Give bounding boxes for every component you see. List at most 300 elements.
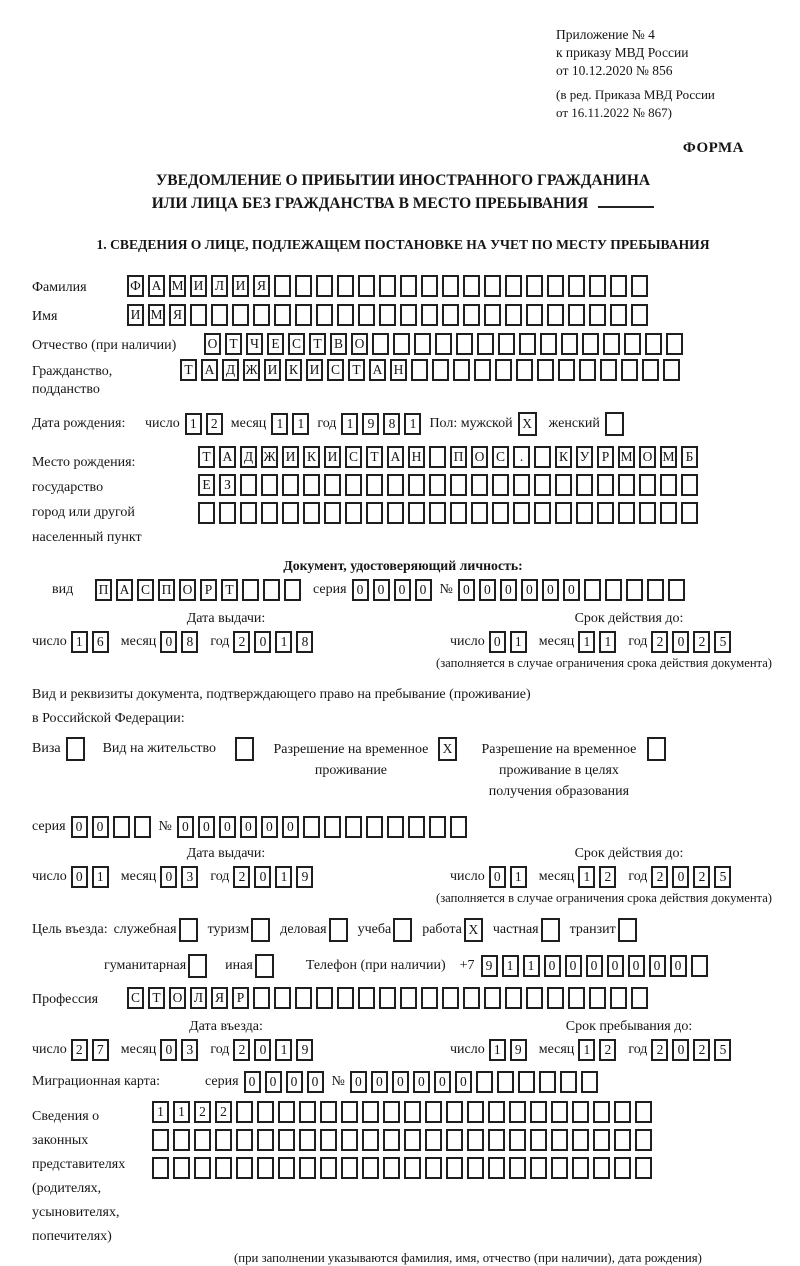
char-cell[interactable] (647, 579, 664, 601)
char-cell[interactable] (324, 816, 341, 838)
char-cell[interactable] (513, 502, 530, 524)
char-cell[interactable]: К (303, 446, 320, 468)
char-cell[interactable]: У (576, 446, 593, 468)
char-cell[interactable]: 1 (275, 1039, 292, 1061)
char-cell[interactable]: Л (190, 987, 207, 1009)
char-cell[interactable] (320, 1101, 337, 1123)
char-cell[interactable]: 2 (651, 631, 668, 653)
char-cell[interactable]: 0 (489, 866, 506, 888)
char-cell[interactable]: И (282, 446, 299, 468)
char-cell[interactable]: 1 (578, 631, 595, 653)
char-cell[interactable] (316, 275, 333, 297)
char-cell[interactable] (411, 359, 428, 381)
char-cell[interactable] (379, 304, 396, 326)
char-cell[interactable]: 3 (181, 1039, 198, 1061)
char-cell[interactable] (284, 579, 301, 601)
char-cell[interactable] (471, 502, 488, 524)
char-cell[interactable] (488, 1129, 505, 1151)
char-cell[interactable] (579, 359, 596, 381)
char-cell[interactable]: 0 (542, 579, 559, 601)
char-cell[interactable]: А (387, 446, 404, 468)
char-cell[interactable] (666, 333, 683, 355)
char-cell[interactable]: . (513, 446, 530, 468)
char-cell[interactable]: 1 (92, 866, 109, 888)
char-cell[interactable] (372, 333, 389, 355)
char-cell[interactable] (530, 1157, 547, 1179)
char-cell[interactable] (442, 275, 459, 297)
char-cell[interactable]: З (219, 474, 236, 496)
char-cell[interactable] (576, 474, 593, 496)
char-cell[interactable] (551, 1157, 568, 1179)
char-cell[interactable] (278, 1101, 295, 1123)
char-cell[interactable]: Т (225, 333, 242, 355)
char-cell[interactable] (463, 987, 480, 1009)
char-cell[interactable]: 0 (565, 955, 582, 977)
char-cell[interactable] (572, 1157, 589, 1179)
char-cell[interactable] (425, 1129, 442, 1151)
char-cell[interactable] (408, 502, 425, 524)
char-cell[interactable]: О (179, 579, 196, 601)
char-cell[interactable] (173, 1129, 190, 1151)
char-cell[interactable]: 2 (233, 866, 250, 888)
char-cell[interactable]: А (201, 359, 218, 381)
char-cell[interactable]: 8 (383, 413, 400, 435)
char-cell[interactable]: А (369, 359, 386, 381)
char-cell[interactable]: Т (148, 987, 165, 1009)
char-cell[interactable]: 0 (458, 579, 475, 601)
char-cell[interactable]: Р (200, 579, 217, 601)
char-cell[interactable] (597, 474, 614, 496)
char-cell[interactable] (446, 1157, 463, 1179)
char-cell[interactable]: 1 (275, 866, 292, 888)
char-cell[interactable] (555, 502, 572, 524)
char-cell[interactable]: 2 (71, 1039, 88, 1061)
char-cell[interactable]: 1 (173, 1101, 190, 1123)
char-cell[interactable] (341, 1129, 358, 1151)
char-cell[interactable] (240, 502, 257, 524)
char-cell[interactable] (610, 304, 627, 326)
char-cell[interactable] (215, 1129, 232, 1151)
char-cell[interactable]: 1 (578, 1039, 595, 1061)
char-cell[interactable] (299, 1101, 316, 1123)
char-cell[interactable] (593, 1157, 610, 1179)
char-cell[interactable]: 0 (672, 631, 689, 653)
char-cell[interactable]: 2 (693, 866, 710, 888)
char-cell[interactable]: 2 (599, 866, 616, 888)
char-cell[interactable]: 0 (371, 1071, 388, 1093)
char-cell[interactable] (435, 333, 452, 355)
char-cell[interactable] (518, 1071, 535, 1093)
char-cell[interactable] (113, 816, 130, 838)
char-cell[interactable] (341, 1101, 358, 1123)
char-cell[interactable]: Е (267, 333, 284, 355)
char-cell[interactable]: 5 (714, 631, 731, 653)
char-cell[interactable] (631, 304, 648, 326)
char-cell[interactable] (547, 987, 564, 1009)
char-cell[interactable] (179, 918, 198, 942)
char-cell[interactable]: 0 (500, 579, 517, 601)
char-cell[interactable]: 1 (271, 413, 288, 435)
char-cell[interactable] (614, 1129, 631, 1151)
char-cell[interactable] (537, 359, 554, 381)
char-cell[interactable]: 1 (489, 1039, 506, 1061)
char-cell[interactable]: 2 (233, 631, 250, 653)
char-cell[interactable] (421, 987, 438, 1009)
char-cell[interactable]: А (219, 446, 236, 468)
char-cell[interactable] (295, 987, 312, 1009)
char-cell[interactable]: 2 (206, 413, 223, 435)
char-cell[interactable] (190, 304, 207, 326)
char-cell[interactable] (236, 1101, 253, 1123)
char-cell[interactable] (593, 1129, 610, 1151)
char-cell[interactable] (635, 1101, 652, 1123)
char-cell[interactable]: 0 (586, 955, 603, 977)
char-cell[interactable] (408, 474, 425, 496)
char-cell[interactable] (303, 474, 320, 496)
char-cell[interactable] (282, 474, 299, 496)
char-cell[interactable] (236, 1129, 253, 1151)
char-cell[interactable] (329, 918, 348, 942)
char-cell[interactable] (456, 333, 473, 355)
char-cell[interactable]: М (169, 275, 186, 297)
char-cell[interactable]: 0 (160, 1039, 177, 1061)
char-cell[interactable] (429, 502, 446, 524)
char-cell[interactable]: 0 (649, 955, 666, 977)
char-cell[interactable] (295, 275, 312, 297)
char-cell[interactable] (631, 987, 648, 1009)
char-cell[interactable]: 2 (599, 1039, 616, 1061)
char-cell[interactable]: С (288, 333, 305, 355)
char-cell[interactable] (453, 359, 470, 381)
char-cell[interactable]: X (518, 412, 537, 436)
char-cell[interactable] (432, 359, 449, 381)
char-cell[interactable] (358, 304, 375, 326)
char-cell[interactable] (450, 474, 467, 496)
char-cell[interactable]: 0 (607, 955, 624, 977)
char-cell[interactable]: 1 (523, 955, 540, 977)
char-cell[interactable]: 0 (352, 579, 369, 601)
char-cell[interactable] (257, 1129, 274, 1151)
char-cell[interactable] (236, 1157, 253, 1179)
char-cell[interactable] (621, 359, 638, 381)
char-cell[interactable]: О (204, 333, 221, 355)
char-cell[interactable] (379, 275, 396, 297)
char-cell[interactable]: Я (169, 304, 186, 326)
char-cell[interactable] (639, 502, 656, 524)
char-cell[interactable] (492, 502, 509, 524)
char-cell[interactable] (513, 474, 530, 496)
char-cell[interactable]: Т (221, 579, 238, 601)
char-cell[interactable] (400, 987, 417, 1009)
char-cell[interactable]: Ж (261, 446, 278, 468)
char-cell[interactable] (505, 304, 522, 326)
char-cell[interactable]: 0 (254, 1039, 271, 1061)
char-cell[interactable]: 0 (544, 955, 561, 977)
char-cell[interactable] (534, 502, 551, 524)
char-cell[interactable]: 1 (152, 1101, 169, 1123)
char-cell[interactable] (194, 1129, 211, 1151)
char-cell[interactable] (366, 474, 383, 496)
char-cell[interactable] (509, 1157, 526, 1179)
char-cell[interactable] (581, 1071, 598, 1093)
char-cell[interactable] (253, 304, 270, 326)
char-cell[interactable] (547, 275, 564, 297)
char-cell[interactable]: 2 (651, 866, 668, 888)
char-cell[interactable]: Л (211, 275, 228, 297)
char-cell[interactable] (299, 1129, 316, 1151)
char-cell[interactable] (188, 954, 207, 978)
char-cell[interactable] (589, 304, 606, 326)
char-cell[interactable]: 0 (286, 1071, 303, 1093)
char-cell[interactable]: 0 (71, 816, 88, 838)
char-cell[interactable] (387, 816, 404, 838)
char-cell[interactable] (541, 918, 560, 942)
char-cell[interactable] (379, 987, 396, 1009)
char-cell[interactable] (558, 359, 575, 381)
char-cell[interactable]: О (169, 987, 186, 1009)
char-cell[interactable]: 0 (177, 816, 194, 838)
char-cell[interactable] (474, 359, 491, 381)
char-cell[interactable]: 0 (240, 816, 257, 838)
char-cell[interactable]: 1 (599, 631, 616, 653)
char-cell[interactable]: С (327, 359, 344, 381)
char-cell[interactable]: Р (232, 987, 249, 1009)
char-cell[interactable]: Т (366, 446, 383, 468)
char-cell[interactable]: О (351, 333, 368, 355)
char-cell[interactable] (519, 333, 536, 355)
char-cell[interactable] (316, 304, 333, 326)
char-cell[interactable]: Ф (127, 275, 144, 297)
char-cell[interactable] (467, 1157, 484, 1179)
char-cell[interactable]: 0 (254, 866, 271, 888)
char-cell[interactable]: 2 (194, 1101, 211, 1123)
char-cell[interactable] (635, 1129, 652, 1151)
char-cell[interactable]: 2 (233, 1039, 250, 1061)
char-cell[interactable] (582, 333, 599, 355)
char-cell[interactable] (618, 918, 637, 942)
char-cell[interactable]: О (471, 446, 488, 468)
char-cell[interactable] (429, 816, 446, 838)
char-cell[interactable] (442, 987, 459, 1009)
char-cell[interactable]: 0 (434, 1071, 451, 1093)
char-cell[interactable] (450, 816, 467, 838)
char-cell[interactable] (497, 1071, 514, 1093)
char-cell[interactable] (421, 275, 438, 297)
char-cell[interactable] (645, 333, 662, 355)
char-cell[interactable] (610, 987, 627, 1009)
char-cell[interactable] (509, 1101, 526, 1123)
char-cell[interactable] (198, 502, 215, 524)
char-cell[interactable] (642, 359, 659, 381)
char-cell[interactable] (337, 987, 354, 1009)
char-cell[interactable]: 9 (481, 955, 498, 977)
char-cell[interactable] (463, 304, 480, 326)
char-cell[interactable] (393, 333, 410, 355)
char-cell[interactable] (278, 1157, 295, 1179)
char-cell[interactable] (383, 1101, 400, 1123)
char-cell[interactable]: И (264, 359, 281, 381)
char-cell[interactable]: И (232, 275, 249, 297)
char-cell[interactable]: X (464, 918, 483, 942)
char-cell[interactable]: Р (597, 446, 614, 468)
char-cell[interactable] (414, 333, 431, 355)
char-cell[interactable] (173, 1157, 190, 1179)
char-cell[interactable] (66, 737, 85, 761)
char-cell[interactable]: И (190, 275, 207, 297)
char-cell[interactable] (560, 1071, 577, 1093)
char-cell[interactable] (534, 446, 551, 468)
char-cell[interactable] (274, 304, 291, 326)
char-cell[interactable]: 1 (292, 413, 309, 435)
char-cell[interactable] (471, 474, 488, 496)
char-cell[interactable]: Д (240, 446, 257, 468)
char-cell[interactable]: Е (198, 474, 215, 496)
char-cell[interactable] (691, 955, 708, 977)
char-cell[interactable]: 0 (672, 866, 689, 888)
char-cell[interactable]: 0 (392, 1071, 409, 1093)
char-cell[interactable]: Т (309, 333, 326, 355)
char-cell[interactable] (400, 275, 417, 297)
char-cell[interactable] (429, 446, 446, 468)
char-cell[interactable]: С (137, 579, 154, 601)
char-cell[interactable] (467, 1129, 484, 1151)
char-cell[interactable]: Н (390, 359, 407, 381)
char-cell[interactable] (362, 1157, 379, 1179)
char-cell[interactable]: 0 (563, 579, 580, 601)
char-cell[interactable] (425, 1157, 442, 1179)
char-cell[interactable]: 3 (181, 866, 198, 888)
char-cell[interactable]: 8 (296, 631, 313, 653)
char-cell[interactable]: 0 (254, 631, 271, 653)
title-blank-line[interactable] (598, 194, 654, 208)
char-cell[interactable]: 0 (394, 579, 411, 601)
char-cell[interactable] (526, 987, 543, 1009)
char-cell[interactable] (400, 304, 417, 326)
char-cell[interactable] (274, 275, 291, 297)
char-cell[interactable]: 9 (362, 413, 379, 435)
char-cell[interactable] (263, 579, 280, 601)
char-cell[interactable] (603, 333, 620, 355)
char-cell[interactable] (408, 816, 425, 838)
char-cell[interactable]: А (148, 275, 165, 297)
char-cell[interactable] (404, 1157, 421, 1179)
char-cell[interactable]: 0 (373, 579, 390, 601)
char-cell[interactable] (383, 1157, 400, 1179)
char-cell[interactable]: М (660, 446, 677, 468)
char-cell[interactable] (561, 333, 578, 355)
char-cell[interactable] (589, 987, 606, 1009)
char-cell[interactable] (576, 502, 593, 524)
char-cell[interactable]: 6 (92, 631, 109, 653)
char-cell[interactable] (477, 333, 494, 355)
char-cell[interactable] (235, 737, 254, 761)
char-cell[interactable]: И (127, 304, 144, 326)
char-cell[interactable] (211, 304, 228, 326)
char-cell[interactable] (593, 1101, 610, 1123)
char-cell[interactable] (624, 333, 641, 355)
char-cell[interactable]: 0 (455, 1071, 472, 1093)
char-cell[interactable] (534, 474, 551, 496)
char-cell[interactable]: Т (198, 446, 215, 468)
char-cell[interactable] (610, 275, 627, 297)
char-cell[interactable] (194, 1157, 211, 1179)
char-cell[interactable]: 2 (693, 631, 710, 653)
char-cell[interactable] (551, 1129, 568, 1151)
char-cell[interactable] (345, 816, 362, 838)
char-cell[interactable] (274, 987, 291, 1009)
char-cell[interactable] (320, 1129, 337, 1151)
char-cell[interactable] (547, 304, 564, 326)
char-cell[interactable] (366, 502, 383, 524)
char-cell[interactable] (446, 1101, 463, 1123)
char-cell[interactable] (526, 304, 543, 326)
char-cell[interactable]: 0 (282, 816, 299, 838)
char-cell[interactable]: А (116, 579, 133, 601)
char-cell[interactable] (261, 474, 278, 496)
char-cell[interactable] (134, 816, 151, 838)
char-cell[interactable]: 1 (185, 413, 202, 435)
char-cell[interactable] (614, 1157, 631, 1179)
char-cell[interactable] (618, 502, 635, 524)
char-cell[interactable]: 5 (714, 866, 731, 888)
char-cell[interactable] (600, 359, 617, 381)
char-cell[interactable] (605, 412, 624, 436)
char-cell[interactable]: 2 (215, 1101, 232, 1123)
char-cell[interactable]: Ж (243, 359, 260, 381)
char-cell[interactable] (516, 359, 533, 381)
char-cell[interactable] (383, 1129, 400, 1151)
char-cell[interactable]: 9 (510, 1039, 527, 1061)
char-cell[interactable]: 7 (92, 1039, 109, 1061)
char-cell[interactable] (467, 1101, 484, 1123)
char-cell[interactable] (584, 579, 601, 601)
char-cell[interactable] (492, 474, 509, 496)
char-cell[interactable]: 0 (219, 816, 236, 838)
char-cell[interactable] (530, 1129, 547, 1151)
char-cell[interactable] (219, 502, 236, 524)
char-cell[interactable] (484, 987, 501, 1009)
char-cell[interactable] (605, 579, 622, 601)
char-cell[interactable] (681, 502, 698, 524)
char-cell[interactable]: 0 (71, 866, 88, 888)
char-cell[interactable] (345, 502, 362, 524)
char-cell[interactable] (589, 275, 606, 297)
char-cell[interactable] (337, 275, 354, 297)
char-cell[interactable]: 0 (307, 1071, 324, 1093)
char-cell[interactable] (320, 1157, 337, 1179)
char-cell[interactable] (362, 1101, 379, 1123)
char-cell[interactable]: 0 (160, 866, 177, 888)
char-cell[interactable] (614, 1101, 631, 1123)
char-cell[interactable] (337, 304, 354, 326)
char-cell[interactable] (316, 987, 333, 1009)
char-cell[interactable] (242, 579, 259, 601)
char-cell[interactable]: 1 (275, 631, 292, 653)
char-cell[interactable] (572, 1101, 589, 1123)
char-cell[interactable] (429, 474, 446, 496)
char-cell[interactable] (324, 474, 341, 496)
char-cell[interactable] (555, 474, 572, 496)
char-cell[interactable] (152, 1129, 169, 1151)
char-cell[interactable]: 1 (341, 413, 358, 435)
char-cell[interactable] (255, 954, 274, 978)
char-cell[interactable] (358, 275, 375, 297)
char-cell[interactable]: 0 (350, 1071, 367, 1093)
char-cell[interactable]: 0 (92, 816, 109, 838)
char-cell[interactable] (572, 1129, 589, 1151)
char-cell[interactable] (404, 1101, 421, 1123)
char-cell[interactable]: Ч (246, 333, 263, 355)
